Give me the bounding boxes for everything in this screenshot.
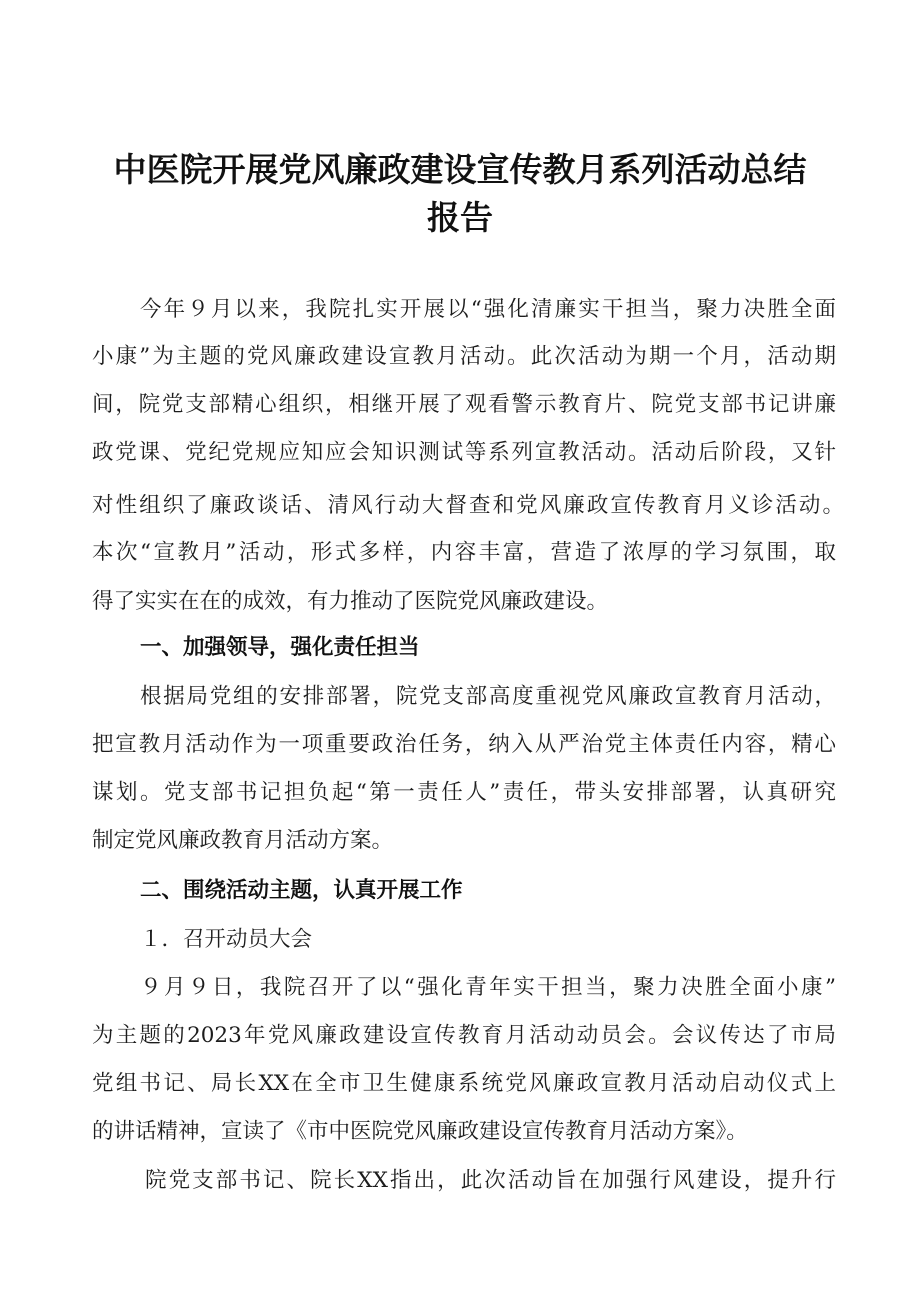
paragraph-1-line: 政党课、党纪党规应知应会知识测试等系列宣教活动。活动后阶段，又针: [92, 440, 836, 465]
paragraph-2-line: 谋划。党支部书记担负起“第一责任人”责任，带头安排部署，认真研究: [92, 780, 836, 805]
paragraph-3-line: ９月９日，我院召开了以“强化青年实干担当，聚力决胜全面小康”: [140, 975, 836, 1000]
paragraph-1-line: 间，院党支部精心组织，相继开展了观看警示教育片、院党支部书记讲廉: [92, 392, 836, 417]
paragraph-2-line: 根据局党组的安排部署，院党支部高度重视党风廉政宣教育月活动，: [140, 684, 836, 709]
paragraph-1-line: 本次“宣教月”活动，形式多样，内容丰富，营造了浓厚的学习氛围，取: [92, 540, 836, 565]
paragraph-4-line: 院党支部书记、院长XX指出，此次活动旨在加强行风建设，提升行: [145, 1168, 836, 1193]
paragraph-1-line: 得了实实在在的成效，有力推动了医院党风廉政建设。: [92, 589, 609, 614]
paragraph-3-line: 党组书记、局长XX在全市卫生健康系统党风廉政宣教月活动启动仪式上: [92, 1071, 836, 1096]
paragraph-2-line: 制定党风廉政教育月活动方案。: [92, 828, 394, 853]
paragraph-1-line: 对性组织了廉政谈话、清风行动大督查和党风廉政宣传教育月义诊活动。: [92, 493, 844, 518]
subsection-heading-1: １．召开动员大会: [140, 927, 313, 952]
document-title-line-1: 中医院开展党风廉政建设宣传教月系列活动总结: [113, 150, 807, 189]
section-heading-1: 一、加强领导，强化责任担当: [140, 635, 420, 660]
paragraph-3-line: 为主题的2023年党风廉政建设宣传教育月活动动员会。会议传达了市局: [92, 1023, 836, 1048]
document-title-line-2: 报告: [427, 198, 493, 237]
paragraph-3-line: 的讲话精神，宣读了《市中医院党风廉政建设宣传教育月活动方案》。: [92, 1119, 748, 1144]
section-heading-2: 二、围绕活动主题，认真开展工作: [140, 878, 463, 903]
paragraph-2-line: 把宣教月活动作为一项重要政治任务，纳入从严治党主体责任内容，精心: [92, 732, 836, 757]
paragraph-1-line: 今年９月以来，我院扎实开展以“强化清廉实干担当，聚力决胜全面: [140, 297, 836, 322]
paragraph-1-line: 小康”为主题的党风廉政建设宣教月活动。此次活动为期一个月，活动期: [92, 344, 836, 369]
